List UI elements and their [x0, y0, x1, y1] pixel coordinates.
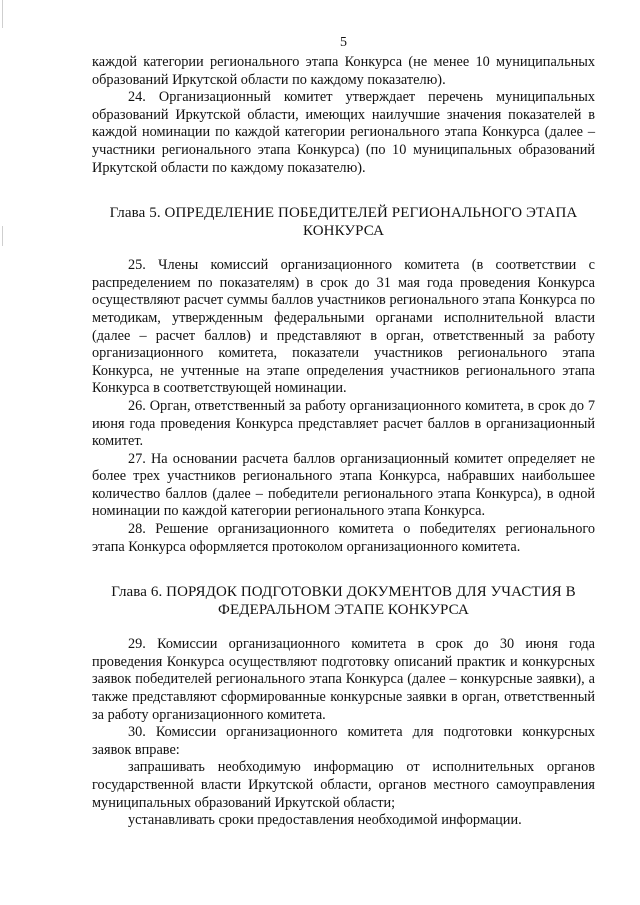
chapter-6-heading	[92, 583, 595, 619]
paragraph-30-item-deadlines: устанавливать сроки предоставления необходимой информации.	[128, 812, 522, 829]
chapter-6-heading-line-2: ФЕДЕРАЛЬНОМ ЭТАПЕ КОНКУРСА	[218, 602, 469, 619]
page-number: 5	[340, 35, 347, 50]
chapter-5-heading	[92, 204, 595, 240]
scan-edge-mark-middle	[2, 226, 3, 246]
paragraph-30: 30. Комиссии организационного комитета для подготовки конкурсных заявок вправе:	[92, 724, 595, 758]
paragraph-30-item-request: запрашивать необходимую информацию от исполнительных органов государственной власти Иркутской области, органов местного самоуправления муниципальных образований Иркутской области;	[92, 759, 595, 811]
scan-edge-mark-top	[2, 0, 3, 28]
chapter-5-heading-line-2: КОНКУРСА	[302, 223, 385, 240]
paragraph-24: 24. Организационный комитет утверждает перечень муниципальных образований Иркутской области, имеющих наилучшие значения показателей в каждой номинации по каждой категории регионального этапа Конкурса (далее – участники регионального этапа Конкурса) (по 10 муниципальных образований Иркутской области по каждому показателю).	[92, 89, 595, 176]
paragraph-23-continuation: каждой категории регионального этапа Конкурса (не менее 10 муниципальных образований Иркутской области по каждому показателю).	[92, 54, 595, 88]
chapter-6-heading-line-1: Глава 6. ПОРЯДОК ПОДГОТОВКИ ДОКУМЕНТОВ ДЛЯ УЧАСТИЯ В	[111, 584, 576, 601]
chapter-5-heading-line-1: Глава 5. ОПРЕДЕЛЕНИЕ ПОБЕДИТЕЛЕЙ РЕГИОНАЛЬНОГО ЭТАПА	[109, 205, 578, 222]
paragraph-25: 25. Члены комиссий организационного комитета (в соответствии с распределением по показателям) в срок до 31 мая года проведения Конкурса осуществляют расчет суммы баллов участников регионального этапа Конкурса по методикам, утвержденным федеральными органами исполнительной власти (далее – расчет баллов) и представляют в орган, ответственный за работу организационного комитета, показатели участников регионального этапа Конкурса, не учтенные на этапе определения участников регионального этапа Конкурса в соответствующей номинации.	[92, 257, 595, 397]
paragraph-28: 28. Решение организационного комитета о победителях регионального этапа Конкурса оформляется протоколом организационного комитета.	[92, 521, 595, 555]
paragraph-26: 26. Орган, ответственный за работу организационного комитета, в срок до 7 июня года проведения Конкурса представляет расчет баллов в организационный комитет.	[92, 397, 595, 450]
paragraph-29: 29. Комиссии организационного комитета в срок до 30 июня года проведения Конкурса осуществляют подготовку описаний практик и конкурсных заявок победителей регионального этапа Конкурса (далее – конкурсные заявки), а также представляют сформированные конкурсные заявки в орган, ответственный за работу организационного комитета.	[92, 636, 595, 723]
document-page	[92, 34, 595, 830]
paragraph-27: 27. На основании расчета баллов организационный комитет определяет не более трех участников регионального этапа Конкурса, набравших наибольшее количество баллов (далее – победители регионального этапа Конкурса), в одной номинации по каждой категории регионального этапа Конкурса.	[92, 450, 595, 520]
